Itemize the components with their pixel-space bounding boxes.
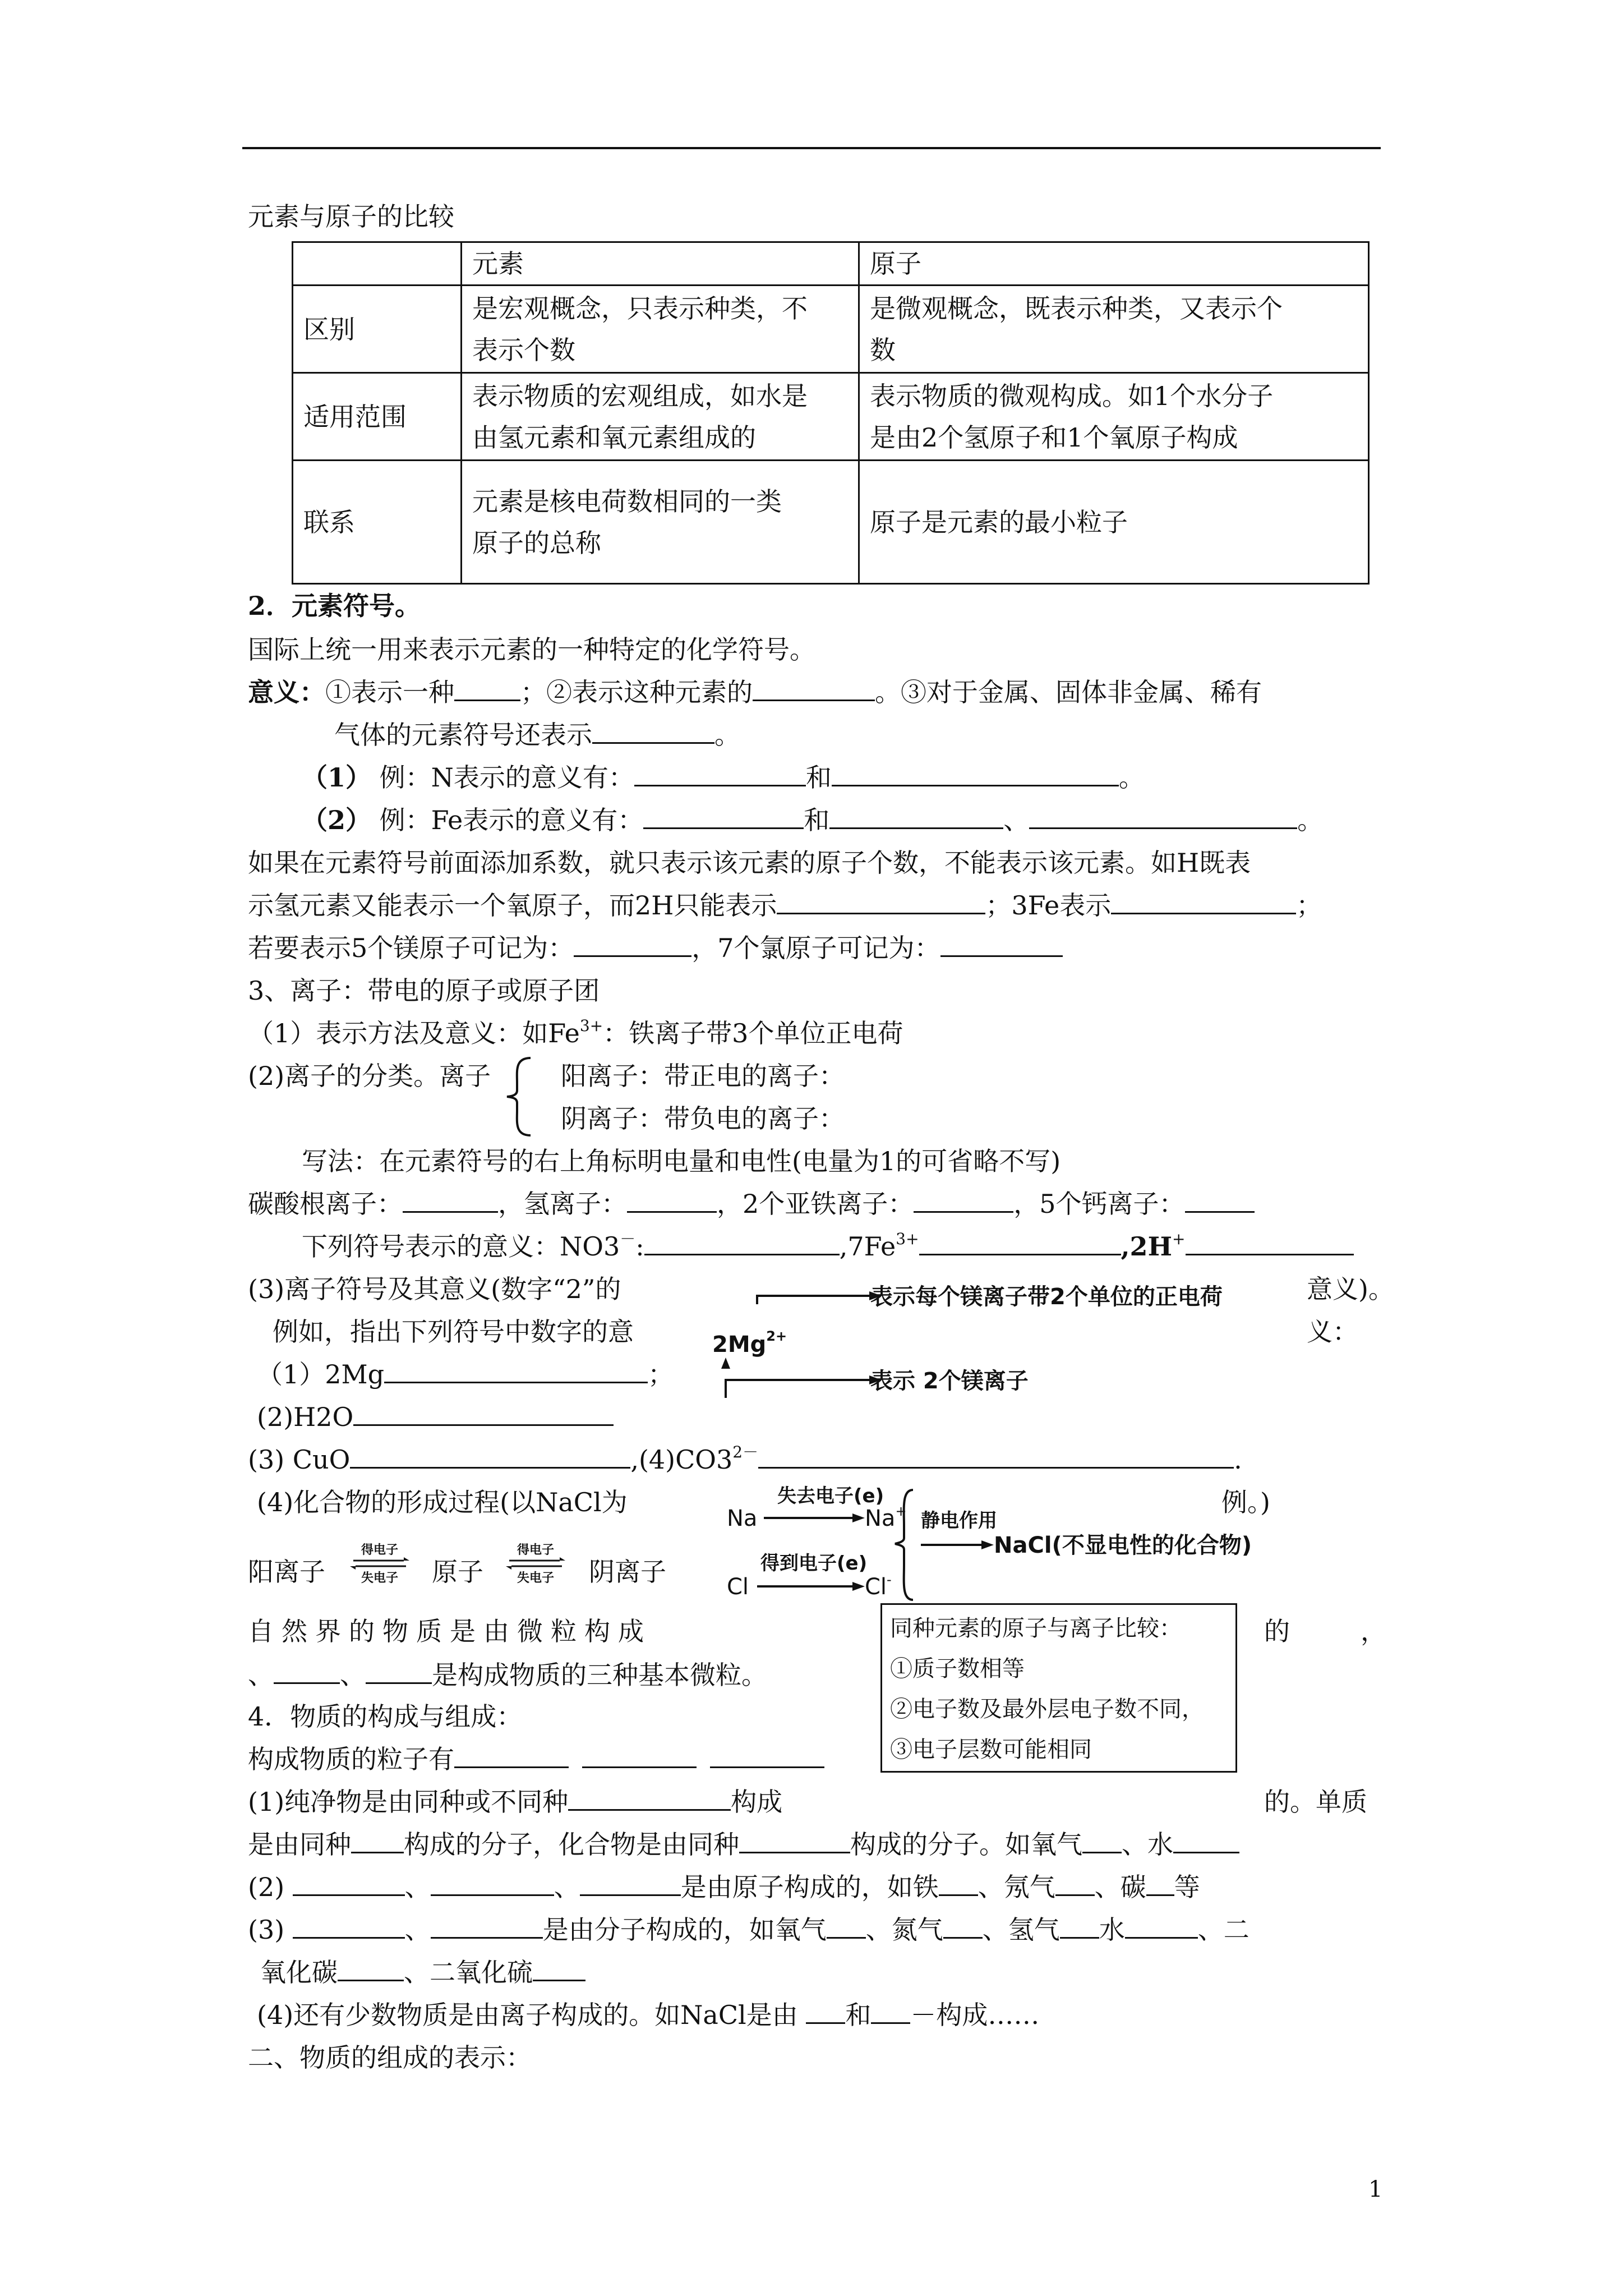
table-header-element: 元素 xyxy=(462,242,859,286)
table-row xyxy=(293,373,1369,461)
element-cell: 是宏观概念，只表示种类，不 表示个数 xyxy=(462,286,859,373)
question-2mg: （1）2Mg ； xyxy=(257,1359,674,1389)
ion-substance-line: (4)还有少数物质是由离子构成的。如NaCl是由 和 －构成…… xyxy=(257,2000,1040,2030)
atom-ion-comparison-box xyxy=(880,1603,1237,1773)
pure-substance-line-end: 的。单质 xyxy=(1264,1787,1367,1817)
nature-line-1-end: 的 xyxy=(1264,1616,1290,1646)
table-title: 元素与原子的比较 xyxy=(248,201,454,232)
nacl-heading-end: 例。) xyxy=(1221,1487,1270,1517)
cl-label: Cl xyxy=(727,1574,749,1600)
section-2-heading: 2．元素符号。 xyxy=(248,591,421,621)
coefficient-line-2: 示氢元素又能表示一个氧原子，而2H只能表示 ；3Fe表示 ； xyxy=(248,890,1322,921)
blank xyxy=(574,933,691,957)
example-n: （1） 例：N表示的意义有： 和 。 xyxy=(302,762,1145,793)
blank xyxy=(871,2000,910,2024)
blank xyxy=(1055,1872,1095,1896)
blank xyxy=(919,1231,1121,1255)
blank xyxy=(827,1915,866,1939)
pure-substance-line: (1)纯净物是由同种或不同种 构成 xyxy=(248,1787,783,1817)
blank xyxy=(940,933,1063,957)
ion-notation: （1）表示方法及意义：如$Fe^{3+}$：铁离子带3个单位正电荷 xyxy=(248,1016,903,1048)
ion-writing-rule: 写法：在元素符号的右上角标明电量和电性(电量为1的可省略不写) xyxy=(302,1146,1061,1176)
blank xyxy=(403,1189,498,1213)
blank xyxy=(634,762,806,786)
blank xyxy=(943,1915,983,1939)
svg-text:失电子: 失电子 xyxy=(361,1571,399,1585)
molecule-substance-line-2: 氧化碳 、二氧化硫 xyxy=(260,1957,585,1988)
brace-icon xyxy=(502,1055,536,1139)
diagram-formula: $2Mg^{2+}$ xyxy=(712,1328,787,1358)
blank xyxy=(353,1402,614,1426)
box-item: ①质子数相等 xyxy=(890,1656,1025,1682)
blank xyxy=(580,1872,681,1896)
digit-meaning-example: 例如，指出下列符号中数字的意 xyxy=(273,1317,634,1347)
blank xyxy=(1060,1915,1099,1939)
atom-substance-line: (2) 、 、 是由原子构成的，如铁 、氖气 、碳 等 xyxy=(248,1872,1200,1902)
molecule-substance-line: (3) 、 是由分子构成的，如氧气 、氮气 、氢气 水 、二 xyxy=(248,1915,1249,1945)
coefficient-line-1: 如果在元素符号前面添加系数，就只表示该元素的原子个数，不能表示该元素。如H既表 xyxy=(248,848,1251,878)
blank xyxy=(939,1872,978,1896)
blank xyxy=(384,1359,648,1383)
nacl-result: NaCl(不显电性的化合物) xyxy=(994,1533,1252,1558)
na-label: Na xyxy=(727,1506,758,1531)
row-label: 适用范围 xyxy=(293,373,462,461)
blank xyxy=(806,2000,845,2024)
blank xyxy=(454,677,520,701)
blank xyxy=(568,1787,731,1811)
blank xyxy=(351,1829,404,1853)
blank xyxy=(643,805,804,829)
blank xyxy=(758,1444,1234,1469)
question-cuo-co3: (3) CuO $,(4)CO3^{2-}$ . xyxy=(248,1443,1242,1475)
conversion-arrows-2 xyxy=(505,1539,566,1590)
element-cell: 表示物质的宏观组成，如水是 由氢元素和氧元素组成的 xyxy=(462,373,859,461)
blank xyxy=(753,677,875,701)
blank xyxy=(1185,1189,1255,1213)
na-ion-label: Na+ xyxy=(865,1503,907,1531)
blank xyxy=(338,1957,404,1981)
cl-ion-label: Cl- xyxy=(865,1572,892,1600)
electrostatic-label: 静电作用 xyxy=(921,1510,997,1532)
blank xyxy=(644,1231,840,1255)
symbol-meaning-exercise: 下列符号表示的意义：NO3－: $,7Fe^{3+}$ ,2H+ xyxy=(302,1231,1354,1266)
blank xyxy=(582,1744,697,1768)
blank xyxy=(1111,890,1296,914)
section-heading-composition: 二、物质的组成的表示： xyxy=(248,2042,532,2073)
blank xyxy=(829,805,1003,829)
blank xyxy=(1082,1829,1122,1853)
particles-line: 构成物质的粒子有 xyxy=(248,1743,824,1775)
atom-cell: 原子是元素的最小粒子 xyxy=(859,461,1369,584)
section-3-heading: 3、离子：带电的原子或原子团 xyxy=(248,976,600,1006)
blank xyxy=(293,1915,405,1939)
blank xyxy=(627,1189,717,1213)
row-label: 联系 xyxy=(293,461,462,584)
svg-text:得电子: 得电子 xyxy=(361,1543,399,1557)
blank xyxy=(533,1957,585,1981)
mg-ion-diagram xyxy=(712,1273,1284,1408)
nacl-formation-diagram xyxy=(723,1475,1273,1610)
molecule-line: 是由同种 构成的分子，化合物是由同种 构成的分子。如氧气 、水 xyxy=(248,1829,1239,1860)
blank xyxy=(431,1915,543,1939)
nature-line-1-comma: ， xyxy=(1361,1616,1386,1646)
blank xyxy=(1029,805,1297,829)
nature-line-2: 、 、 是构成物质的三种基本微粒。 xyxy=(248,1660,767,1690)
blank xyxy=(274,1660,340,1684)
nature-line-1: 自然界的物质是由微粒构成 xyxy=(248,1616,652,1646)
lose-electron-label: 失去电子(e) xyxy=(777,1485,884,1507)
gain-electron-label: 得到电子(e) xyxy=(760,1552,868,1575)
svg-text:失电子: 失电子 xyxy=(517,1571,555,1585)
diagram-bottom-text: 表示 2个镁离子 xyxy=(870,1368,1029,1394)
table-header-row xyxy=(293,242,1369,286)
svg-text:得电子: 得电子 xyxy=(517,1543,555,1557)
section-4-heading: 4．物质的构成与组成： xyxy=(248,1701,523,1732)
anion-term: 阴离子 xyxy=(589,1557,666,1587)
meaning-line: 意义：①表示一种 ；②表示这种元素的 。③对于金属、固体非金属、稀有 xyxy=(248,677,1262,707)
nacl-heading: (4)化合物的形成过程(以NaCl为 xyxy=(257,1487,628,1517)
atom-term: 原子 xyxy=(432,1557,483,1587)
header-rule xyxy=(242,147,1381,149)
blank xyxy=(1125,1915,1198,1939)
cation-term: 阳离子 xyxy=(248,1557,325,1587)
ion-writing-exercise: 碳酸根离子： ，氢离子： ，2个亚铁离子： ，5个钙离子： xyxy=(248,1188,1255,1220)
anion-def: 阴离子：带负电的离子： xyxy=(561,1103,845,1134)
cation-def: 阳离子：带正电的离子： xyxy=(561,1061,845,1091)
digit-meaning-heading: (3)离子符号及其意义(数字“2”的 xyxy=(248,1274,621,1304)
digit-meaning-end-2: 义： xyxy=(1307,1317,1358,1347)
blank xyxy=(832,762,1119,786)
table-header-atom: 原子 xyxy=(859,242,1369,286)
page-number: 1 xyxy=(1368,2177,1383,2202)
atom-cell: 是微观概念，既表示种类，又表示个 数 xyxy=(859,286,1369,373)
blank xyxy=(1173,1829,1239,1853)
blank xyxy=(710,1744,824,1768)
coefficient-line-3: 若要表示5个镁原子可记为： ，7个氯原子可记为： xyxy=(248,932,1063,964)
atom-cell: 表示物质的微观构成。如1个水分子 是由2个氢原子和1个氧原子构成 xyxy=(859,373,1369,461)
symbol-definition: 国际上统一用来表示元素的一种特定的化学符号。 xyxy=(248,634,815,665)
blank xyxy=(1186,1231,1354,1255)
box-item: ③电子层数可能相同 xyxy=(890,1737,1092,1763)
blank xyxy=(454,1744,569,1768)
blank xyxy=(293,1872,405,1896)
blank xyxy=(431,1872,554,1896)
row-label: 区别 xyxy=(293,286,462,373)
blank xyxy=(739,1829,850,1853)
diagram-top-text: 表示每个镁离子带2个单位的正电荷 xyxy=(870,1284,1223,1310)
ion-classification: (2)离子的分类。离子 xyxy=(248,1061,491,1091)
table-row xyxy=(293,286,1369,373)
comparison-table xyxy=(292,241,1370,585)
box-title: 同种元素的原子与离子比较： xyxy=(890,1616,1182,1641)
blank xyxy=(914,1189,1013,1213)
blank xyxy=(366,1660,432,1684)
meaning-line-2: 气体的元素符号还表示 。 xyxy=(334,720,740,750)
element-cell: 元素是核电荷数相同的一类 原子的总称 xyxy=(462,461,859,584)
blank xyxy=(350,1444,630,1469)
table-row xyxy=(293,461,1369,584)
example-fe: （2） 例：Fe表示的意义有： 和 、 。 xyxy=(302,805,1324,835)
blank xyxy=(777,890,985,914)
table-corner-cell xyxy=(293,242,462,286)
box-item: ②电子数及最外层电子数不同， xyxy=(890,1696,1204,1722)
question-h2o: (2)H2O xyxy=(257,1401,614,1433)
blank xyxy=(592,720,714,744)
blank xyxy=(1146,1872,1174,1896)
digit-meaning-end: 意义)。 xyxy=(1307,1274,1394,1304)
conversion-arrows-1 xyxy=(349,1539,411,1590)
